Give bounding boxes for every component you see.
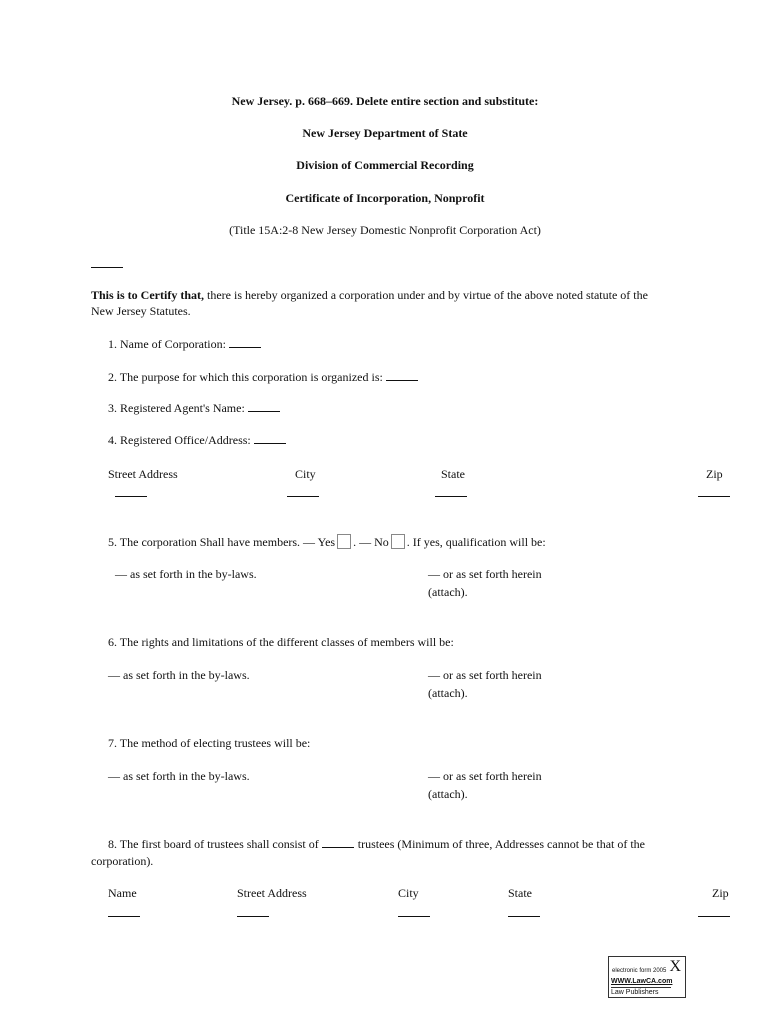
item-7-option-bylaws: — as set forth in the by-laws. — [108, 769, 250, 783]
trustee-zip-field[interactable] — [698, 916, 730, 917]
item-1-label: 1. Name of Corporation: — [108, 337, 226, 351]
header-blank[interactable] — [91, 267, 123, 268]
trustee-col-state: State — [508, 886, 532, 900]
item-5-option-herein: — or as set forth herein — [428, 567, 542, 581]
item-5-option-bylaws: — as set forth in the by-laws. — [115, 567, 257, 581]
item-7-option-attach: (attach). — [428, 787, 468, 801]
item-1 — [108, 337, 261, 352]
agent-name-field[interactable] — [248, 402, 280, 412]
address-col-zip: Zip — [706, 467, 723, 481]
address-col-street: Street Address — [108, 467, 178, 481]
trustee-col-zip: Zip — [712, 886, 729, 900]
trustee-city-field[interactable] — [398, 916, 430, 917]
item-8-suffix: trustees (Minimum of three, Addresses cannot be that of the — [357, 837, 646, 851]
members-no-checkbox[interactable] — [391, 534, 405, 549]
certificate-title: Certificate of Incorporation, Nonprofit — [285, 191, 485, 205]
trustee-street-field[interactable] — [237, 916, 269, 917]
item-3-label: 3. Registered Agent's Name: — [108, 401, 245, 415]
department-title: New Jersey Department of State — [302, 126, 468, 140]
item-4-label: 4. Registered Office/Address: — [108, 433, 251, 447]
item-3 — [108, 401, 280, 416]
item-5-option-attach: (attach). — [428, 585, 468, 599]
street-address-field[interactable] — [115, 496, 147, 497]
intro-bold: This is to Certify that, — [91, 288, 204, 302]
publisher-stamp — [608, 956, 686, 998]
item-6-option-herein: — or as set forth herein — [428, 668, 542, 682]
stamp-website-link[interactable]: WWW.LawCA.com — [611, 978, 673, 985]
item-6: 6. The rights and limitations of the different classes of members will be: — [108, 635, 454, 649]
stamp-publisher-text: Law Publishers — [611, 987, 671, 997]
statute-reference: (Title 15A:2-8 New Jersey Domestic Nonprofit Corporation Act) — [229, 223, 541, 237]
corporation-name-field[interactable] — [229, 338, 261, 348]
trustee-state-field[interactable] — [508, 916, 540, 917]
header-line-1: New Jersey. p. 668–669. Delete entire section and substitute: — [231, 94, 539, 108]
item-2 — [108, 370, 418, 385]
trustee-col-city: City — [398, 886, 419, 900]
trustee-name-field[interactable] — [108, 916, 140, 917]
item-5-mid: . — No — [353, 535, 389, 549]
office-address-field[interactable] — [254, 434, 286, 444]
city-field[interactable] — [287, 496, 319, 497]
stamp-x-mark: X — [669, 958, 681, 975]
state-field[interactable] — [435, 496, 467, 497]
stamp-form-text: electronic form 2005 — [612, 968, 667, 974]
trustee-count-field[interactable] — [322, 838, 354, 848]
item-8-prefix: 8. The first board of trustees shall consist of — [108, 837, 319, 851]
division-title: Division of Commercial Recording — [296, 158, 474, 172]
item-5-suffix: . If yes, qualification will be: — [406, 535, 546, 549]
trustee-col-name: Name — [108, 886, 137, 900]
item-5-prefix: 5. The corporation Shall have members. — Yes — [108, 535, 336, 549]
address-col-city: City — [295, 467, 316, 481]
purpose-field[interactable] — [386, 371, 418, 381]
intro-text: there is hereby organized a corporation under and by virtue of the above noted statute of the — [204, 288, 648, 302]
item-7-option-herein: — or as set forth herein — [428, 769, 542, 783]
address-col-state: State — [441, 467, 465, 481]
item-2-label: 2. The purpose for which this corporation is organized is: — [108, 370, 383, 384]
zip-field[interactable] — [698, 496, 730, 497]
members-yes-checkbox[interactable] — [337, 534, 351, 549]
item-8-line-2: corporation). — [91, 854, 154, 868]
intro-line-2: New Jersey Statutes. — [91, 304, 191, 318]
item-5 — [108, 534, 546, 550]
intro-paragraph — [91, 288, 648, 303]
item-4 — [108, 433, 286, 448]
trustee-col-street: Street Address — [237, 886, 307, 900]
item-6-option-attach: (attach). — [428, 686, 468, 700]
item-7: 7. The method of electing trustees will be: — [108, 736, 311, 750]
item-6-option-bylaws: — as set forth in the by-laws. — [108, 668, 250, 682]
item-8 — [108, 837, 645, 852]
